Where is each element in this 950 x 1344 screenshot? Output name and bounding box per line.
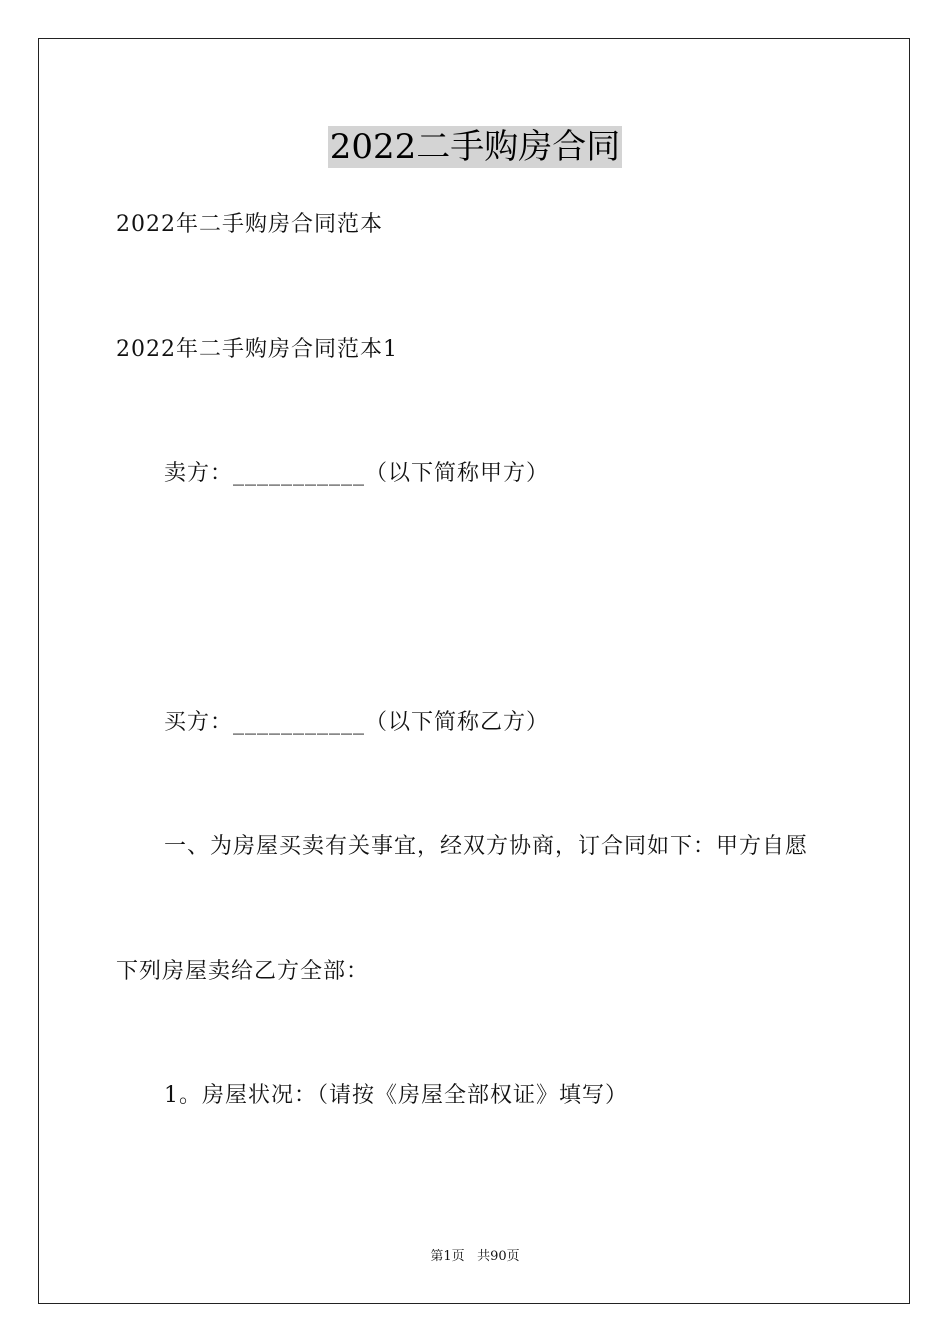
page-total: 共90页 xyxy=(477,1249,520,1264)
page-number: 第1页 xyxy=(430,1249,465,1264)
page-footer xyxy=(0,1248,950,1266)
paragraph-subtitle: 2022年二手购房合同范本 xyxy=(116,212,383,237)
paragraph-clause-1-cont: 下列房屋卖给乙方全部： xyxy=(116,959,370,984)
document-title: 2022二手购房合同 xyxy=(329,127,621,167)
title-container xyxy=(0,126,950,168)
paragraph-clause-1: 一、为房屋买卖有关事宜，经双方协商，订合同如下：甲方自愿 xyxy=(164,834,809,859)
paragraph-seller: 卖方：___________（以下简称甲方） xyxy=(164,461,550,486)
paragraph-buyer: 买方：___________（以下简称乙方） xyxy=(164,710,550,735)
paragraph-template-heading: 2022年二手购房合同范本1 xyxy=(116,337,398,362)
paragraph-house-status: 1。房屋状况：（请按《房屋全部权证》填写） xyxy=(164,1083,628,1108)
